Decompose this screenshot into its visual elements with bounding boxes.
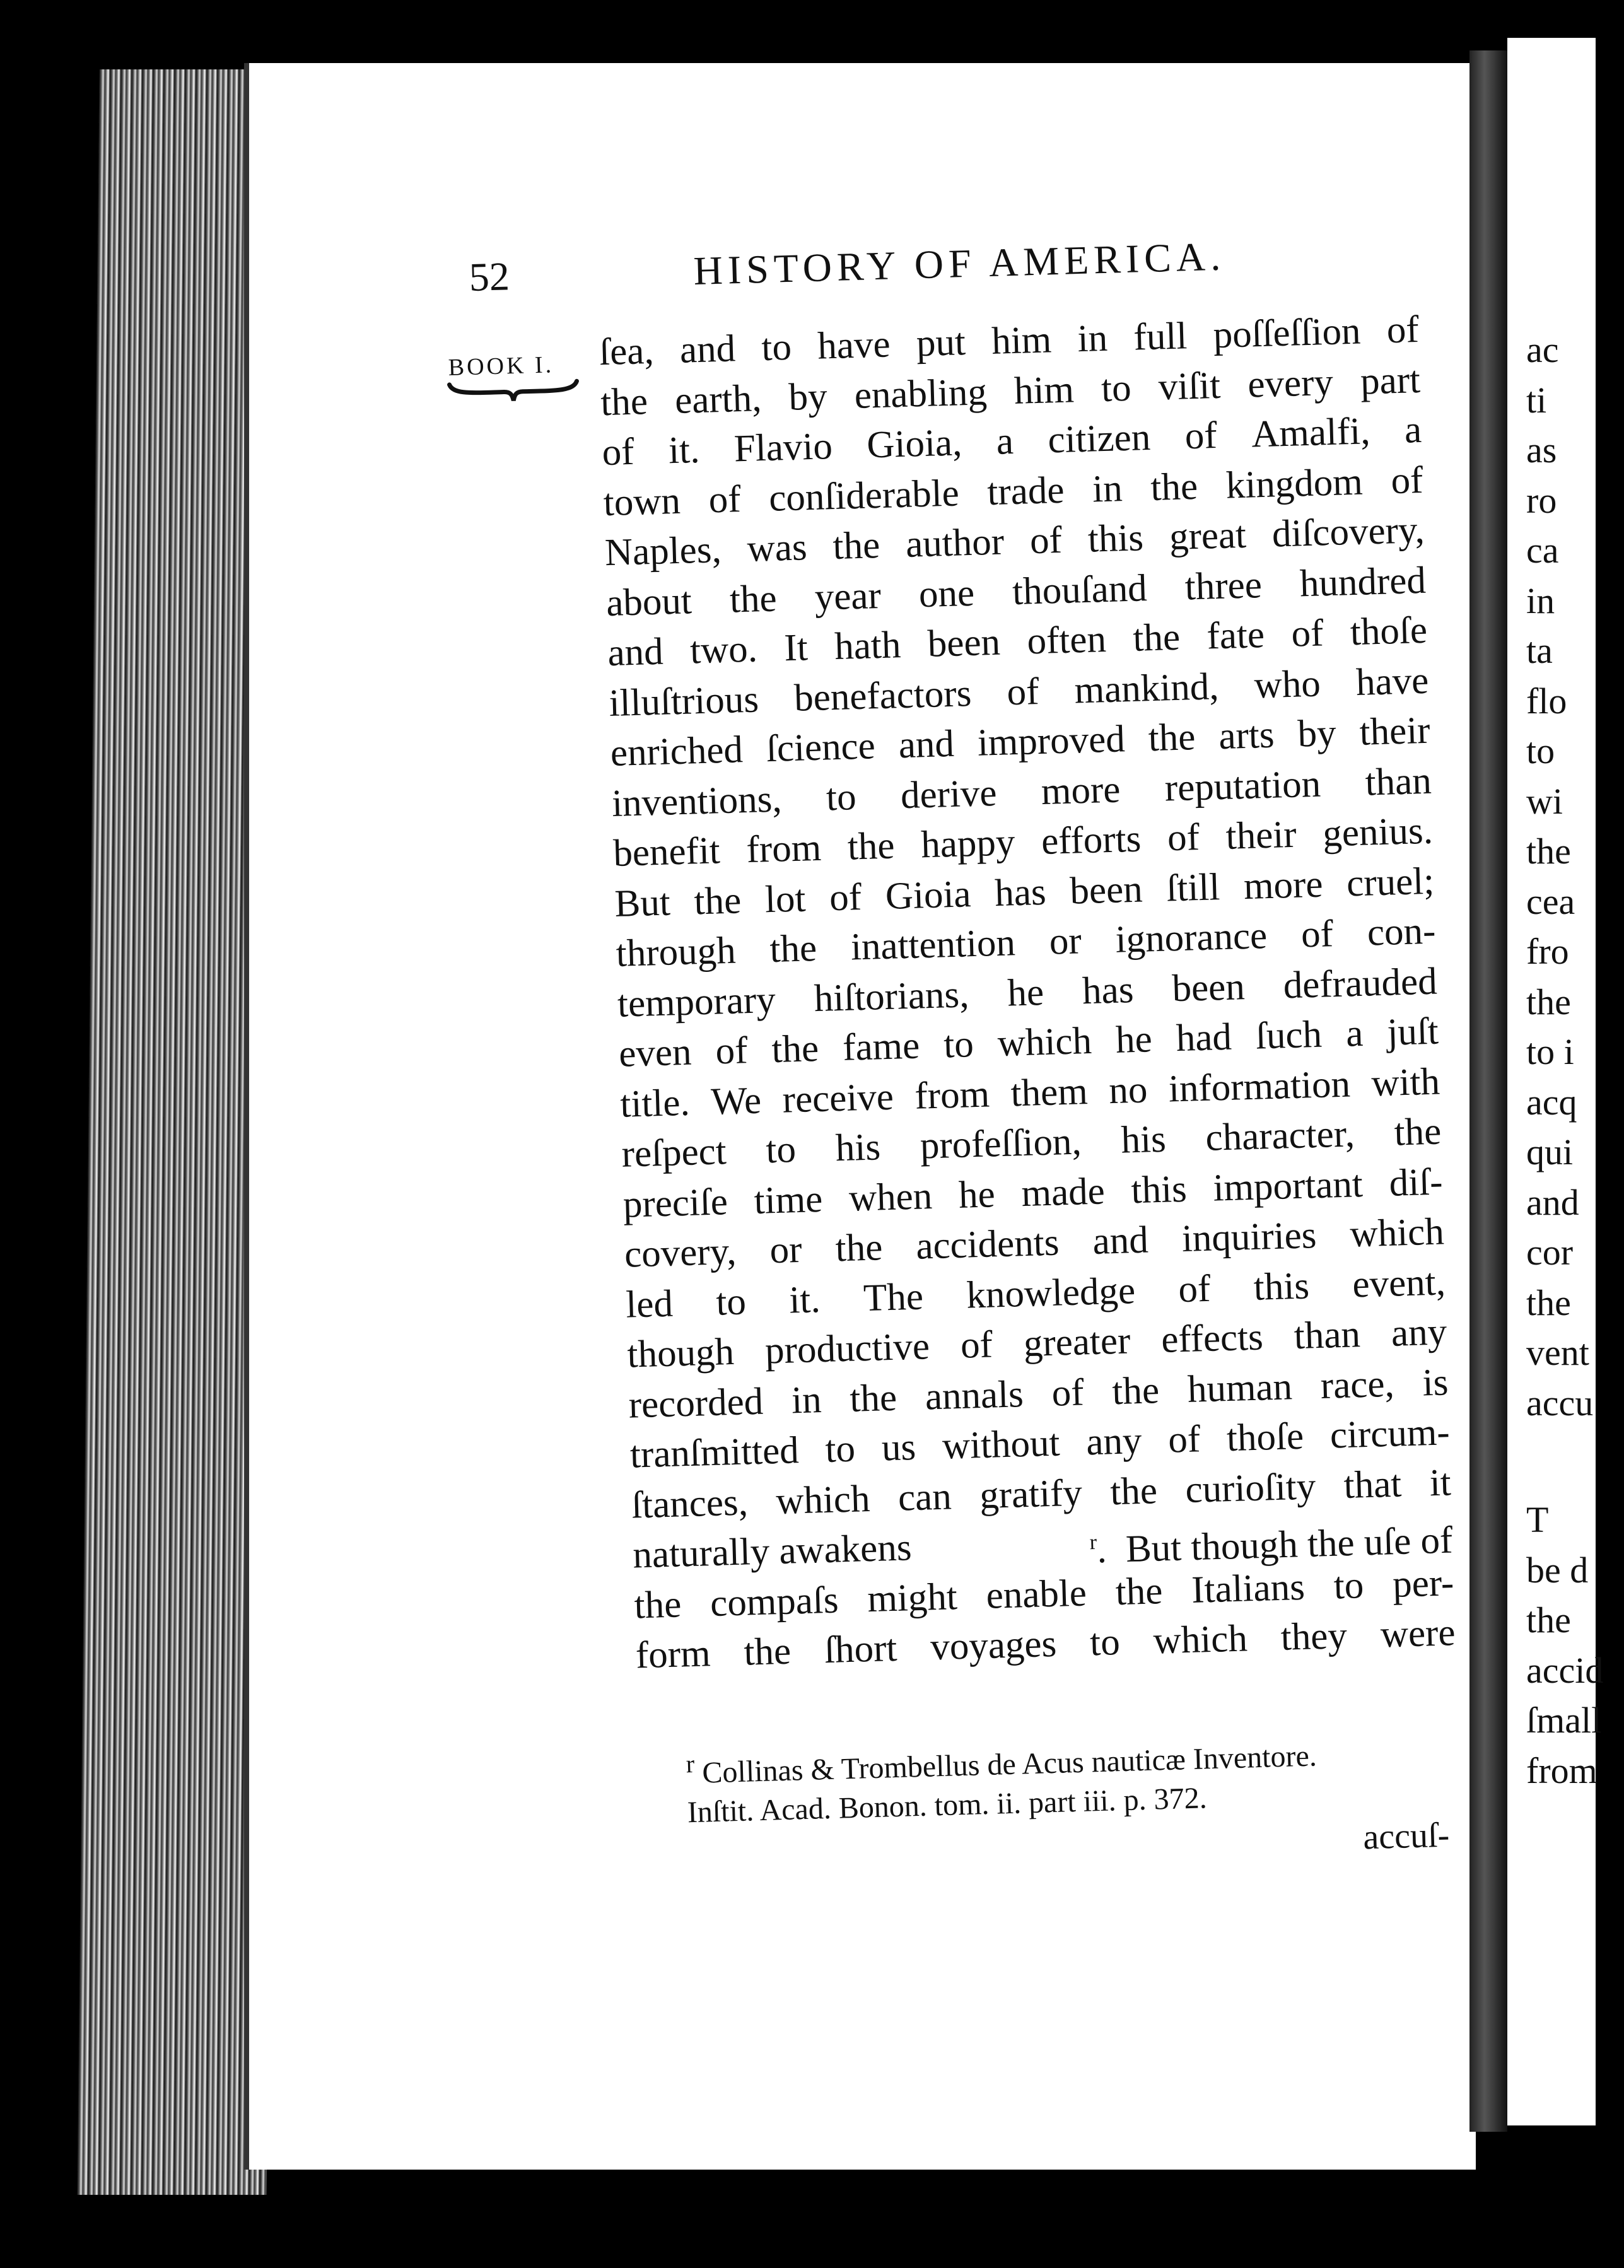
word: inattention <box>850 921 1016 969</box>
word: arts <box>1218 713 1275 758</box>
word: two. <box>689 628 758 672</box>
word: to <box>1333 1564 1365 1608</box>
word: Naples, <box>604 529 722 575</box>
word: of <box>960 1323 993 1367</box>
word: Gioia <box>884 872 972 918</box>
word: greater <box>1023 1319 1131 1365</box>
word: the <box>771 1027 819 1072</box>
word: benefactors <box>793 672 973 720</box>
word: with <box>1370 1060 1440 1105</box>
word: of <box>1051 1371 1085 1415</box>
word: hiſtorians, <box>813 973 970 1020</box>
word: he <box>958 1172 996 1217</box>
facing-fragment: ac <box>1526 329 1559 370</box>
word: receive <box>781 1075 894 1121</box>
word: no <box>1108 1068 1148 1112</box>
page-number: 52 <box>468 254 510 300</box>
word: citizen <box>1047 416 1152 462</box>
facing-fragment: fro <box>1526 931 1569 972</box>
word: ſtill <box>1165 865 1221 909</box>
word: illuſtrious <box>608 677 759 725</box>
facing-fragment: ca <box>1526 530 1559 571</box>
word: poſſeſſion <box>1212 310 1362 357</box>
text-line-rest: But though the uſe of <box>1125 1519 1454 1571</box>
word: Amalfi, <box>1251 410 1371 456</box>
word: the <box>1393 1110 1442 1154</box>
word: of <box>1290 612 1324 655</box>
word: from <box>914 1072 990 1118</box>
word: covery, <box>624 1230 737 1276</box>
word: the <box>633 1582 682 1627</box>
facing-fragment: the <box>1526 1282 1571 1323</box>
word: the <box>832 523 881 568</box>
facing-fragment: vent <box>1526 1332 1589 1373</box>
word: profeſſion, <box>919 1120 1082 1167</box>
word: in <box>1077 317 1108 361</box>
word: in <box>791 1378 822 1422</box>
word: more <box>1243 863 1324 908</box>
word: con- <box>1366 909 1437 954</box>
footnote-line-text: Collinas & Trombellus de Acus nauticæ Inventore. <box>701 1739 1317 1790</box>
word: by <box>788 375 828 419</box>
word: of <box>1167 1418 1201 1461</box>
word: part <box>1360 358 1421 403</box>
word: fate <box>1206 614 1265 658</box>
word: the <box>769 927 817 971</box>
word: enable <box>985 1571 1087 1617</box>
word: We <box>710 1079 762 1123</box>
word: hundred <box>1299 559 1427 605</box>
word: the <box>1114 1569 1164 1613</box>
word: him <box>1014 368 1075 412</box>
word: might <box>867 1575 958 1620</box>
word: the <box>847 824 896 868</box>
word: us <box>880 1425 917 1470</box>
word: and <box>897 722 955 767</box>
word: diſcovery, <box>1271 508 1425 556</box>
facing-page-fragments-lower <box>1526 1495 1602 1796</box>
facing-fragment: ti <box>1526 379 1547 421</box>
word: preciſe <box>622 1180 728 1226</box>
facing-fragment: acq <box>1526 1081 1577 1123</box>
word: time <box>753 1178 824 1222</box>
word: to <box>761 325 792 370</box>
word: been <box>926 621 1001 665</box>
word: to <box>824 1427 856 1471</box>
word: reſpect <box>621 1130 727 1176</box>
word: every <box>1247 361 1334 406</box>
word: mankind, <box>1073 665 1220 711</box>
word: ſtances, <box>631 1480 749 1527</box>
word: was <box>746 526 808 570</box>
facing-fragment: and <box>1526 1181 1579 1223</box>
word: ſcience <box>766 725 876 771</box>
facing-fragment: the <box>1526 831 1571 872</box>
word: though <box>626 1330 735 1376</box>
word: ſhort <box>824 1627 898 1672</box>
word: more <box>1041 768 1121 813</box>
word: by <box>1297 711 1337 756</box>
word: Flavio <box>733 425 833 471</box>
word: enriched <box>610 728 744 775</box>
word: to <box>943 1023 974 1067</box>
word: important <box>1212 1162 1364 1210</box>
word: to <box>826 775 857 819</box>
word: accidents <box>915 1221 1060 1268</box>
word: full <box>1133 315 1188 359</box>
facing-fragment: ro <box>1526 479 1557 521</box>
word: lot <box>764 877 807 921</box>
word: enabling <box>853 370 988 417</box>
word: it. <box>788 1278 821 1321</box>
body-text <box>599 305 1456 1681</box>
word: the <box>729 577 778 621</box>
word: to <box>765 1128 797 1172</box>
word: one <box>918 571 975 616</box>
word: curioſity <box>1184 1464 1317 1511</box>
word: without <box>942 1422 1061 1468</box>
word: year <box>814 574 882 619</box>
word: of <box>1386 308 1420 352</box>
word: title. <box>619 1081 691 1126</box>
word: ignorance <box>1114 915 1268 961</box>
word: genius. <box>1322 809 1434 855</box>
facing-fragment: T <box>1526 1499 1549 1540</box>
word: human <box>1186 1365 1293 1411</box>
facing-fragment: accid <box>1526 1649 1604 1691</box>
word: ſuch <box>1255 1013 1323 1058</box>
word: them <box>1010 1070 1089 1115</box>
word: thouſand <box>1012 566 1148 613</box>
word: it <box>1428 1461 1452 1504</box>
word: information <box>1168 1063 1351 1111</box>
word: conſiderable <box>768 471 960 520</box>
word: the <box>1150 465 1198 509</box>
word: juſt <box>1386 1010 1439 1054</box>
facing-fragment: wi <box>1526 780 1563 822</box>
word: he <box>1115 1018 1153 1061</box>
word: hath <box>834 624 902 669</box>
word: compaſs <box>710 1578 839 1625</box>
word: annals <box>925 1372 1024 1418</box>
word: which <box>1349 1210 1445 1256</box>
word: kingdom <box>1225 460 1364 507</box>
word: of <box>1177 1267 1212 1311</box>
word: of <box>708 477 742 522</box>
word: this <box>1253 1264 1310 1309</box>
word: which <box>1152 1617 1248 1663</box>
brace-icon <box>447 377 580 406</box>
facing-fragment: accu <box>1526 1382 1594 1423</box>
word: recorded <box>628 1380 764 1427</box>
word: the <box>693 879 742 923</box>
facing-fragment: the <box>1526 981 1571 1022</box>
word: about <box>605 579 692 624</box>
word: than <box>1364 759 1432 804</box>
word: diſ- <box>1388 1160 1444 1205</box>
word: great <box>1169 513 1247 559</box>
facing-fragment: as <box>1526 430 1557 471</box>
word: derive <box>900 771 998 817</box>
word: led <box>625 1282 674 1326</box>
word: race, <box>1319 1362 1395 1407</box>
word: have <box>1355 659 1430 704</box>
word: town <box>602 479 681 524</box>
word: effects <box>1160 1316 1264 1361</box>
word: of <box>1167 816 1200 860</box>
facing-fragment: in <box>1526 580 1555 621</box>
facing-fragment: be d <box>1526 1549 1589 1591</box>
word: who <box>1253 662 1321 706</box>
word: him <box>991 319 1053 363</box>
word: and <box>679 327 736 371</box>
word: even <box>618 1031 692 1075</box>
word: productive <box>764 1325 930 1372</box>
text-line-part: naturally awakens <box>632 1526 913 1577</box>
facing-fragment: ta <box>1526 630 1553 671</box>
word: temporary <box>617 978 776 1026</box>
word: which <box>996 1019 1092 1065</box>
word: tranſmitted <box>629 1429 800 1476</box>
word: fame <box>842 1024 921 1069</box>
word: happy <box>920 821 1016 867</box>
word: voyages <box>930 1622 1058 1669</box>
facing-fragment: cor <box>1526 1232 1574 1273</box>
word: earth, <box>674 377 762 422</box>
word: trade <box>986 469 1065 513</box>
facing-fragment: qui <box>1526 1131 1574 1172</box>
word: the <box>600 380 648 424</box>
word: they <box>1280 1614 1348 1659</box>
word: Italians <box>1191 1565 1306 1611</box>
word: It <box>783 626 809 670</box>
word: or <box>1048 920 1082 963</box>
word: ſea, <box>599 329 655 374</box>
word: or <box>769 1228 803 1272</box>
word: he <box>1007 971 1044 1015</box>
word: this <box>1130 1167 1188 1212</box>
word: thoſe <box>1226 1415 1304 1460</box>
word: is <box>1422 1360 1449 1404</box>
word: the <box>1111 1369 1160 1413</box>
word: has <box>1082 968 1135 1012</box>
word: the <box>1132 616 1181 660</box>
word: their <box>1358 709 1431 754</box>
word: often <box>1026 618 1107 663</box>
word: a <box>1404 408 1422 452</box>
running-title: HISTORY OF AMERICA. <box>692 233 1227 294</box>
facing-page-fragments <box>1526 325 1602 1428</box>
word: event, <box>1352 1260 1446 1306</box>
facing-fragment: ſmall <box>1526 1700 1602 1741</box>
facing-fragment: flo <box>1526 680 1567 722</box>
word: thoſe <box>1350 609 1428 654</box>
word: their <box>1225 813 1297 858</box>
word: of <box>601 430 635 474</box>
word: of <box>1300 913 1334 956</box>
word: can <box>897 1475 952 1519</box>
word: been <box>1069 868 1143 913</box>
word: to <box>1089 1621 1121 1664</box>
word: a <box>1345 1012 1364 1055</box>
word: But <box>614 880 671 925</box>
word: knowledge <box>966 1269 1136 1317</box>
word: it. <box>668 428 701 472</box>
word: of <box>715 1029 749 1073</box>
word: cruel; <box>1346 860 1435 905</box>
word: form <box>634 1632 711 1677</box>
word: the <box>743 1630 792 1674</box>
footnote-ref: r <box>1089 1531 1097 1555</box>
word: any <box>1391 1311 1447 1355</box>
facing-fragment: cea <box>1526 880 1575 922</box>
word: viſit <box>1157 364 1222 409</box>
word: defrauded <box>1282 960 1438 1007</box>
word: three <box>1184 563 1263 608</box>
word: his <box>1120 1118 1167 1162</box>
word: any <box>1085 1419 1143 1464</box>
word: benefit <box>612 829 721 875</box>
word: made <box>1020 1169 1106 1215</box>
word: reputation <box>1164 763 1322 810</box>
word: of <box>1184 414 1218 458</box>
word: of <box>1006 670 1040 713</box>
word: put <box>915 321 966 365</box>
facing-fragment: to i <box>1526 1031 1574 1072</box>
word: a <box>995 420 1014 463</box>
word: when <box>848 1174 933 1220</box>
word: gratify <box>979 1471 1083 1517</box>
word: and <box>607 630 664 675</box>
word: been <box>1171 965 1246 1010</box>
word: the <box>1109 1469 1158 1513</box>
word: to <box>715 1280 747 1324</box>
word: that <box>1343 1462 1403 1507</box>
word: per- <box>1392 1561 1455 1606</box>
facing-fragment: to <box>1526 730 1555 771</box>
word: which <box>775 1477 871 1523</box>
word: circum- <box>1329 1411 1451 1457</box>
word: character, <box>1205 1113 1355 1159</box>
word: The <box>863 1275 924 1319</box>
word: improved <box>977 718 1126 764</box>
word: through <box>615 929 737 975</box>
word: of <box>1390 459 1424 502</box>
word: and <box>1092 1219 1149 1263</box>
word: this <box>1087 517 1144 561</box>
footnote <box>686 1723 1463 1832</box>
footnote-line: Inſtit. Acad. Bonon. tom. ii. part iii. p. 372. <box>687 1781 1208 1830</box>
word: in <box>1092 467 1123 511</box>
book-label: BOOK I. <box>448 351 554 381</box>
word: the <box>1147 716 1196 760</box>
catchword: accuſ- <box>1362 1815 1451 1857</box>
word: than <box>1293 1313 1361 1358</box>
facing-fragment: from <box>1526 1750 1598 1791</box>
word: author <box>905 520 1005 566</box>
word: of <box>829 875 862 919</box>
word: of <box>1029 518 1063 563</box>
word: Gioia, <box>866 421 963 467</box>
facing-fragment: the <box>1526 1599 1571 1640</box>
text-line-part: $^r$. But though the uſe of <box>1089 1519 1454 1572</box>
word: had <box>1175 1015 1232 1060</box>
word: inventions, <box>611 777 783 825</box>
footnote-marker: r <box>686 1749 695 1779</box>
word: the <box>834 1226 884 1270</box>
word: has <box>994 870 1047 915</box>
word: to <box>1101 366 1132 410</box>
word: efforts <box>1041 817 1142 863</box>
word: inquiries <box>1181 1214 1317 1261</box>
word: his <box>834 1126 881 1170</box>
word: were <box>1379 1611 1456 1656</box>
word: from <box>745 826 822 872</box>
word: the <box>849 1376 897 1420</box>
word: have <box>817 323 891 368</box>
